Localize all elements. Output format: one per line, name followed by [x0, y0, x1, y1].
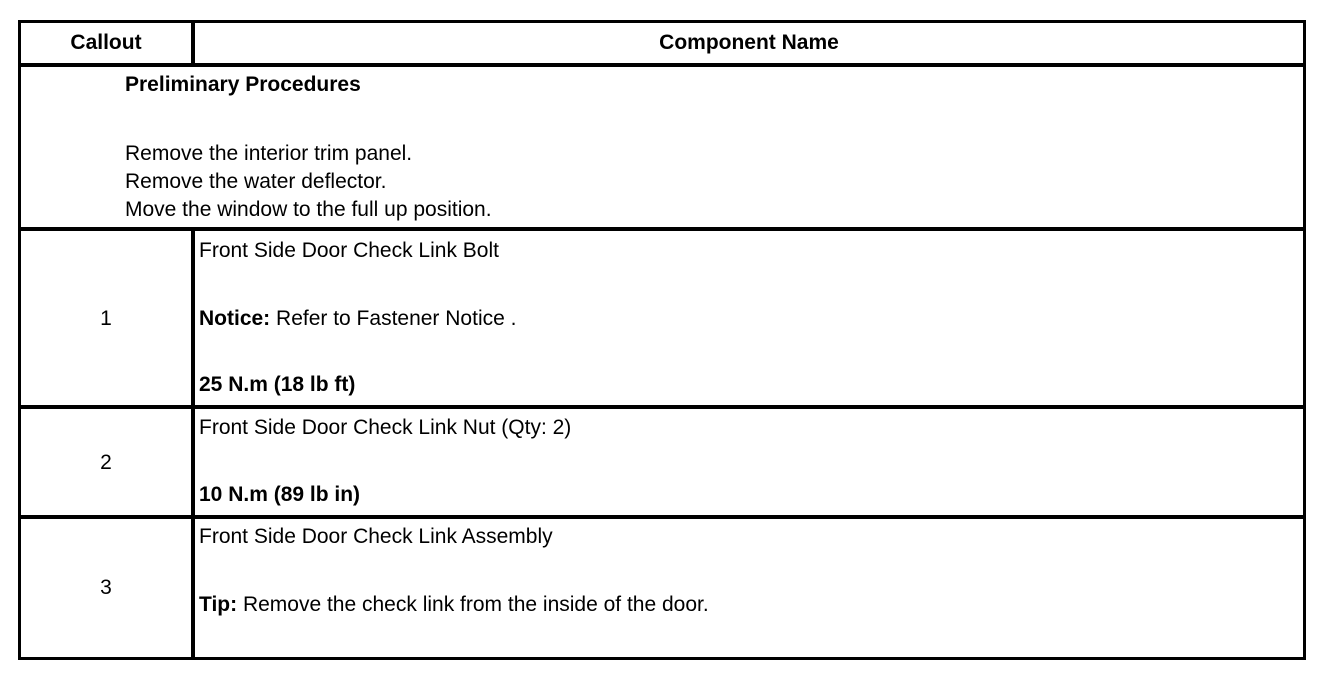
row2-callout: 2 [100, 451, 112, 474]
notice-label: Notice: [199, 307, 271, 330]
preliminary-step: Move the window to the full up position. [125, 198, 492, 221]
row1-callout: 1 [100, 307, 112, 330]
row1-component: Front Side Door Check Link Bolt [199, 239, 499, 262]
component-name-column-header: Component Name [659, 31, 839, 54]
tip-label: Tip: [199, 593, 238, 616]
row3-callout: 3 [100, 576, 112, 599]
row1-divider [21, 405, 1303, 409]
preliminary-divider [21, 227, 1303, 231]
row1-torque: 25 N.m (18 lb ft) [199, 373, 356, 396]
preliminary-heading: Preliminary Procedures [125, 73, 361, 96]
row3-tip [199, 591, 709, 619]
row2-divider [21, 515, 1303, 519]
row2-column-divider [191, 409, 195, 515]
row2-torque: 10 N.m (89 lb in) [199, 483, 361, 506]
row1-notice [199, 305, 516, 333]
procedure-table [18, 20, 1306, 660]
notice-text: Refer to Fastener Notice . [270, 307, 517, 330]
row2-component: Front Side Door Check Link Nut (Qty: 2) [199, 416, 572, 439]
row3-column-divider [191, 519, 195, 660]
row3-component: Front Side Door Check Link Assembly [199, 525, 553, 548]
preliminary-step: Remove the interior trim panel. [125, 142, 413, 165]
row1-column-divider [191, 231, 195, 405]
header-column-divider [191, 23, 195, 63]
preliminary-step: Remove the water deflector. [125, 170, 387, 193]
callout-column-header: Callout [70, 31, 142, 54]
header-divider [21, 63, 1303, 67]
tip-text: Remove the check link from the inside of the door. [237, 593, 709, 616]
